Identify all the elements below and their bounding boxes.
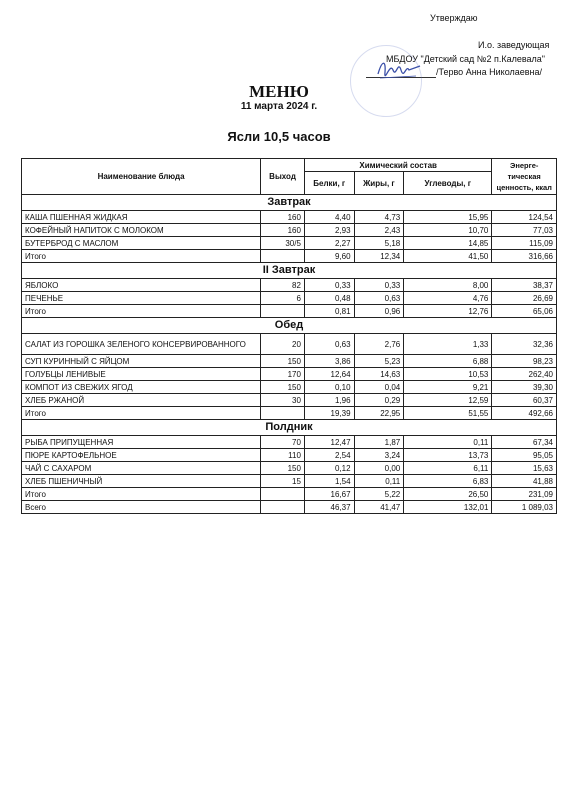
- header-protein: Белки, г: [304, 172, 354, 195]
- dish-name: Итого: [22, 407, 261, 420]
- dish-protein: 12,47: [304, 436, 354, 449]
- dish-yield: 15: [261, 475, 305, 488]
- table-row: [22, 237, 557, 250]
- dish-protein: 0,33: [304, 279, 354, 292]
- dish-protein: 9,60: [304, 250, 354, 263]
- dish-name: ХЛЕБ ПШЕНИЧНЫЙ: [22, 475, 261, 488]
- dish-energy: 262,40: [492, 368, 557, 381]
- institution-name: МБДОУ "Детский сад №2 п.Калевала": [386, 54, 545, 64]
- dish-carbs: 41,50: [404, 250, 492, 263]
- dish-name: ХЛЕБ РЖАНОЙ: [22, 394, 261, 407]
- dish-protein: 16,67: [304, 488, 354, 501]
- dish-name: Итого: [22, 305, 261, 318]
- header-name: Наименование блюда: [22, 159, 261, 195]
- dish-yield: 150: [261, 355, 305, 368]
- dish-fat: 2,76: [354, 334, 404, 355]
- dish-energy: 98,23: [492, 355, 557, 368]
- dish-yield: 30/5: [261, 237, 305, 250]
- dish-protein: 4,40: [304, 211, 354, 224]
- dish-fat: 0,04: [354, 381, 404, 394]
- table-row: [22, 355, 557, 368]
- section-row: [22, 420, 557, 436]
- dish-name: ПЮРЕ КАРТОФЕЛЬНОЕ: [22, 449, 261, 462]
- dish-name: БУТЕРБРОД С МАСЛОМ: [22, 237, 261, 250]
- section-title: Полдник: [22, 420, 557, 436]
- dish-name: САЛАТ ИЗ ГОРОШКА ЗЕЛЕНОГО КОНСЕРВИРОВАННОГО: [22, 334, 261, 355]
- total-protein: 46,37: [304, 501, 354, 514]
- grand-total-row: [22, 501, 557, 514]
- dish-yield: 30: [261, 394, 305, 407]
- approver-position: И.о. заведующая: [478, 40, 550, 50]
- dish-yield: 150: [261, 381, 305, 394]
- dish-energy: 41,88: [492, 475, 557, 488]
- dish-name: Итого: [22, 488, 261, 501]
- dish-yield: [261, 488, 305, 501]
- dish-fat: 0,29: [354, 394, 404, 407]
- dish-energy: 124,54: [492, 211, 557, 224]
- dish-name: ЯБЛОКО: [22, 279, 261, 292]
- dish-energy: 115,09: [492, 237, 557, 250]
- dish-yield: 160: [261, 224, 305, 237]
- dish-fat: 12,34: [354, 250, 404, 263]
- dish-energy: 32,36: [492, 334, 557, 355]
- section-title: II Завтрак: [22, 263, 557, 279]
- dish-energy: 65,06: [492, 305, 557, 318]
- dish-energy: 77,03: [492, 224, 557, 237]
- dish-protein: 0,10: [304, 381, 354, 394]
- dish-fat: 5,22: [354, 488, 404, 501]
- dish-fat: 3,24: [354, 449, 404, 462]
- dish-protein: 0,63: [304, 334, 354, 355]
- dish-protein: 1,96: [304, 394, 354, 407]
- table-row: [22, 475, 557, 488]
- dish-protein: 3,86: [304, 355, 354, 368]
- subtotal-row: [22, 250, 557, 263]
- table-row: [22, 381, 557, 394]
- dish-carbs: 12,59: [404, 394, 492, 407]
- group-title: Ясли 10,5 часов: [227, 129, 331, 144]
- dish-protein: 12,64: [304, 368, 354, 381]
- dish-fat: 1,87: [354, 436, 404, 449]
- dish-fat: 2,43: [354, 224, 404, 237]
- dish-energy: 95,05: [492, 449, 557, 462]
- dish-yield: [261, 250, 305, 263]
- header-yield: Выход: [261, 159, 305, 195]
- dish-fat: 14,63: [354, 368, 404, 381]
- menu-table-body: [22, 195, 557, 514]
- dish-protein: 1,54: [304, 475, 354, 488]
- header-fat: Жиры, г: [354, 172, 404, 195]
- dish-carbs: 12,76: [404, 305, 492, 318]
- dish-protein: 0,48: [304, 292, 354, 305]
- dish-energy: 316,66: [492, 250, 557, 263]
- dish-energy: 15,63: [492, 462, 557, 475]
- section-row: [22, 318, 557, 334]
- table-row: [22, 334, 557, 355]
- dish-yield: 20: [261, 334, 305, 355]
- dish-name: КОМПОТ ИЗ СВЕЖИХ ЯГОД: [22, 381, 261, 394]
- dish-fat: 4,73: [354, 211, 404, 224]
- total-energy: 1 089,03: [492, 501, 557, 514]
- table-row: [22, 368, 557, 381]
- dish-yield: 6: [261, 292, 305, 305]
- dish-energy: 231,09: [492, 488, 557, 501]
- table-row: [22, 292, 557, 305]
- dish-carbs: 14,85: [404, 237, 492, 250]
- dish-carbs: 26,50: [404, 488, 492, 501]
- header-energy: Энерге-тическая ценность, ккал: [492, 159, 557, 195]
- dish-carbs: 6,83: [404, 475, 492, 488]
- dish-energy: 60,37: [492, 394, 557, 407]
- dish-carbs: 1,33: [404, 334, 492, 355]
- signature-icon: [376, 56, 424, 82]
- dish-protein: 2,93: [304, 224, 354, 237]
- table-row: [22, 224, 557, 237]
- dish-fat: 0,33: [354, 279, 404, 292]
- dish-fat: 0,00: [354, 462, 404, 475]
- dish-name: РЫБА ПРИПУЩЕННАЯ: [22, 436, 261, 449]
- header-carbs: Углеводы, г: [404, 172, 492, 195]
- table-row: [22, 462, 557, 475]
- page-title: МЕНЮ: [249, 82, 309, 101]
- section-title: Обед: [22, 318, 557, 334]
- section-row: [22, 263, 557, 279]
- dish-energy: 492,66: [492, 407, 557, 420]
- table-row: [22, 394, 557, 407]
- dish-carbs: 8,00: [404, 279, 492, 292]
- dish-yield: 170: [261, 368, 305, 381]
- dish-fat: 22,95: [354, 407, 404, 420]
- total-yield: [261, 501, 305, 514]
- table-row: [22, 211, 557, 224]
- dish-yield: 82: [261, 279, 305, 292]
- table-row: [22, 436, 557, 449]
- dish-yield: 70: [261, 436, 305, 449]
- dish-fat: 0,96: [354, 305, 404, 318]
- dish-yield: [261, 407, 305, 420]
- dish-carbs: 13,73: [404, 449, 492, 462]
- dish-yield: 150: [261, 462, 305, 475]
- approve-label: Утверждаю: [430, 13, 478, 23]
- dish-fat: 0,63: [354, 292, 404, 305]
- dish-name: ЧАЙ С САХАРОМ: [22, 462, 261, 475]
- dish-protein: 0,81: [304, 305, 354, 318]
- dish-protein: 19,39: [304, 407, 354, 420]
- table-row: [22, 449, 557, 462]
- dish-protein: 0,12: [304, 462, 354, 475]
- menu-date: 11 марта 2024 г.: [240, 101, 318, 112]
- section-title: Завтрак: [22, 195, 557, 211]
- dish-protein: 2,54: [304, 449, 354, 462]
- dish-carbs: 10,70: [404, 224, 492, 237]
- dish-carbs: 4,76: [404, 292, 492, 305]
- dish-carbs: 6,11: [404, 462, 492, 475]
- dish-name: ПЕЧЕНЬЕ: [22, 292, 261, 305]
- dish-carbs: 9,21: [404, 381, 492, 394]
- header-chem: Химический состав: [304, 159, 491, 172]
- dish-name: КОФЕЙНЫЙ НАПИТОК С МОЛОКОМ: [22, 224, 261, 237]
- dish-name: КАША ПШЕННАЯ ЖИДКАЯ: [22, 211, 261, 224]
- dish-energy: 38,37: [492, 279, 557, 292]
- dish-fat: 0,11: [354, 475, 404, 488]
- total-carbs: 132,01: [404, 501, 492, 514]
- table-row: [22, 279, 557, 292]
- subtotal-row: [22, 488, 557, 501]
- dish-yield: 110: [261, 449, 305, 462]
- dish-protein: 2,27: [304, 237, 354, 250]
- section-row: [22, 195, 557, 211]
- dish-name: ГОЛУБЦЫ ЛЕНИВЫЕ: [22, 368, 261, 381]
- dish-name: Итого: [22, 250, 261, 263]
- dish-carbs: 10,53: [404, 368, 492, 381]
- total-label: Всего: [22, 501, 261, 514]
- dish-carbs: 0,11: [404, 436, 492, 449]
- dish-fat: 5,23: [354, 355, 404, 368]
- approver-name: /Терво Анна Николаевна/: [436, 67, 543, 77]
- subtotal-row: [22, 305, 557, 318]
- dish-energy: 39,30: [492, 381, 557, 394]
- dish-carbs: 6,88: [404, 355, 492, 368]
- dish-fat: 5,18: [354, 237, 404, 250]
- dish-yield: [261, 305, 305, 318]
- menu-table: [21, 158, 557, 514]
- dish-carbs: 15,95: [404, 211, 492, 224]
- dish-yield: 160: [261, 211, 305, 224]
- dish-carbs: 51,55: [404, 407, 492, 420]
- subtotal-row: [22, 407, 557, 420]
- dish-energy: 26,69: [492, 292, 557, 305]
- dish-name: СУП КУРИННЫЙ С ЯЙЦОМ: [22, 355, 261, 368]
- total-fat: 41,47: [354, 501, 404, 514]
- dish-energy: 67,34: [492, 436, 557, 449]
